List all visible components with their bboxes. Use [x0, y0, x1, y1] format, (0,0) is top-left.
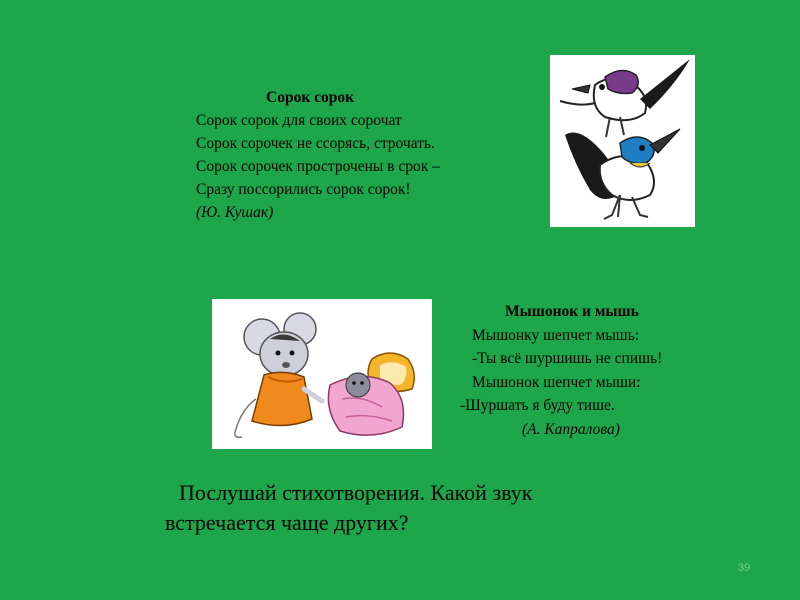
poem-mice-line: Мышонку шепчет мышь:: [472, 326, 640, 344]
page-number: 39: [738, 562, 751, 574]
poem-mice-line: Мышонок шепчет мыши:: [472, 373, 641, 391]
poem-mice: [460, 300, 662, 441]
question-line: встречается чаще других?: [165, 510, 409, 535]
poem-magpies-line: Сорок сорок для своих сорочат: [196, 112, 402, 129]
question-line: Послушай стихотворения. Какой звук: [179, 480, 533, 505]
question-text: [165, 478, 532, 538]
poem-magpies-line: Сорок сорочек не ссорясь, строчать.: [196, 135, 435, 152]
poem-magpies-line: Сорок сорочек прострочены в срок –: [196, 158, 440, 175]
magpies-illustration: [550, 55, 695, 227]
poem-mice-line: -Шуршать я буду тише.: [460, 397, 615, 414]
poem-magpies-title: Сорок сорок: [266, 89, 355, 106]
mice-illustration: [212, 299, 432, 449]
poem-magpies-author: (Ю. Кушак): [196, 204, 274, 221]
poem-magpies: [196, 86, 440, 224]
poem-mice-title: Мышонок и мышь: [505, 303, 639, 320]
poem-mice-line: -Ты всё шуршишь не спишь!: [472, 350, 663, 367]
poem-magpies-line: Сразу поссорились сорок сорок!: [196, 181, 411, 198]
poem-mice-author: (А. Капралова): [522, 420, 620, 438]
